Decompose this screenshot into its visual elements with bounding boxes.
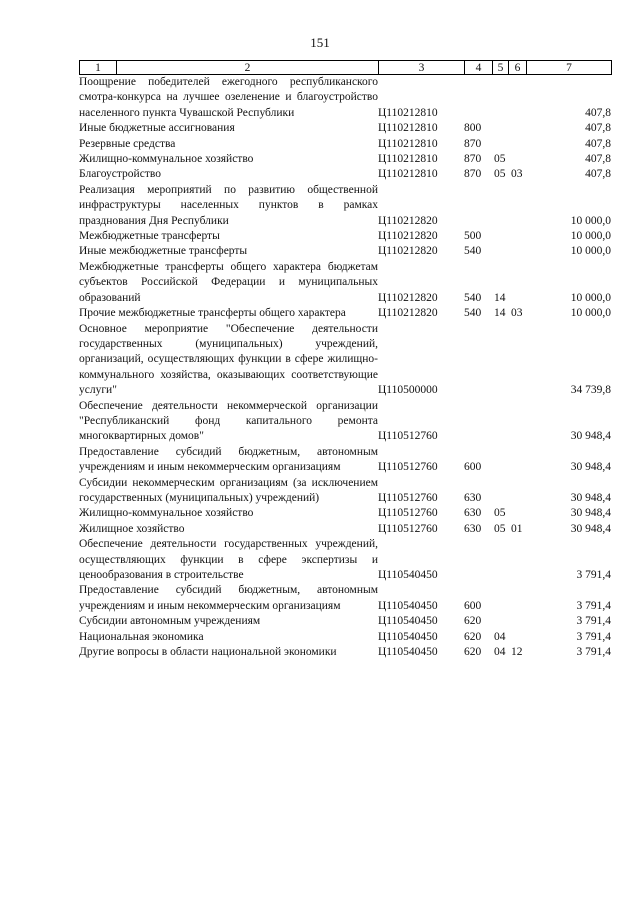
row-expense-type: 870 [464, 137, 482, 150]
table-row [79, 183, 611, 229]
row-expense-type: 600 [464, 461, 482, 474]
row-name: Жилищно-коммунальное хозяйство [79, 153, 254, 166]
row-subsection [511, 537, 530, 583]
table-row [79, 244, 611, 259]
table-row [79, 630, 611, 645]
header-col-4: 4 [465, 61, 493, 75]
table-row [79, 445, 611, 476]
row-amount: 407,8 [585, 106, 611, 119]
table-row [79, 537, 611, 583]
row-section: 14 [494, 307, 506, 320]
row-expense-type [464, 183, 494, 229]
row-name: Другие вопросы в области национальной экономики [79, 646, 337, 659]
row-expense-type [464, 537, 494, 583]
row-subsection [511, 614, 530, 629]
row-subsection [511, 183, 530, 229]
row-expense-type: 620 [464, 615, 482, 628]
row-name: Жилищное хозяйство [79, 522, 185, 535]
row-section: 14 [494, 291, 506, 304]
row-code: Ц110212810 [378, 122, 438, 135]
row-expense-type: 620 [464, 646, 482, 659]
row-name: Прочие межбюджетные трансферты общего характера [79, 307, 346, 320]
row-amount: 10 000,0 [570, 291, 611, 304]
table-row [79, 121, 611, 136]
table-row [79, 506, 611, 521]
row-section [494, 75, 511, 121]
table-row [79, 137, 611, 152]
table-row [79, 476, 611, 507]
row-subsection: 12 [511, 646, 523, 659]
header-col-1: 1 [80, 61, 117, 75]
row-code: Ц110540450 [378, 630, 438, 643]
row-name: Межбюджетные трансферты [79, 230, 220, 243]
row-amount: 3 791,4 [576, 646, 611, 659]
row-subsection [511, 445, 530, 476]
row-section [494, 137, 511, 152]
row-expense-type: 500 [464, 230, 482, 243]
row-expense-type [464, 75, 494, 121]
budget-table [79, 75, 611, 660]
row-section: 05 [494, 507, 506, 520]
row-section: 05 [494, 522, 506, 535]
row-code: Ц110512760 [378, 461, 438, 474]
column-header [79, 60, 612, 75]
column-header-row [80, 61, 612, 75]
row-code: Ц110540450 [378, 615, 438, 628]
header-col-2: 2 [117, 61, 379, 75]
row-section: 04 [494, 630, 506, 643]
row-section [494, 476, 511, 507]
row-amount: 3 791,4 [576, 599, 611, 612]
header-col-3: 3 [379, 61, 465, 75]
row-amount: 10 000,0 [570, 307, 611, 320]
row-name: Предоставление субсидий бюджетным, автономным учреждениям и иным некоммерческим организациям [79, 445, 378, 474]
row-code: Ц110212820 [378, 291, 438, 304]
table-row [79, 645, 611, 660]
table-row [79, 522, 611, 537]
row-subsection [511, 244, 530, 259]
row-section [494, 244, 511, 259]
row-expense-type: 630 [464, 522, 482, 535]
row-subsection: 03 [511, 168, 523, 181]
page-number: 151 [310, 35, 330, 50]
row-code: Ц110540450 [378, 646, 438, 659]
row-code: Ц110512760 [378, 507, 438, 520]
row-code: Ц110212810 [378, 153, 438, 166]
row-name: Субсидии автономным учреждениям [79, 615, 261, 628]
row-subsection: 01 [511, 522, 523, 535]
row-code: Ц110212820 [378, 307, 438, 320]
row-expense-type [464, 322, 494, 399]
row-amount: 10 000,0 [570, 214, 611, 227]
row-section [494, 121, 511, 136]
row-section [494, 322, 511, 399]
row-name: Предоставление субсидий бюджетным, автономным учреждениям и иным некоммерческим организациям [79, 584, 378, 612]
row-amount: 30 948,4 [570, 522, 611, 535]
row-subsection [511, 260, 530, 306]
row-section [494, 399, 511, 445]
table-row [79, 152, 611, 167]
row-expense-type: 540 [464, 307, 482, 320]
row-subsection [511, 476, 530, 507]
table-row [79, 322, 611, 399]
row-subsection [511, 583, 530, 614]
table-row [79, 399, 611, 445]
row-section [494, 583, 511, 614]
row-name: Реализация мероприятий по развитию общественной инфраструктуры населенных пунктов в рамках празднования Дня Республики [79, 183, 378, 227]
row-expense-type: 540 [464, 245, 482, 258]
row-name: Благоустройство [79, 168, 161, 181]
table-row [79, 614, 611, 629]
row-section: 05 [494, 168, 506, 181]
row-expense-type [464, 399, 494, 445]
row-subsection [511, 152, 530, 167]
row-section [494, 183, 511, 229]
row-section [494, 445, 511, 476]
row-name: Жилищно-коммунальное хозяйство [79, 507, 254, 520]
row-section: 05 [494, 153, 506, 166]
row-expense-type: 620 [464, 630, 482, 643]
row-code: Ц110512760 [378, 522, 438, 535]
row-code: Ц110512760 [378, 491, 438, 504]
row-expense-type: 870 [464, 153, 482, 166]
row-amount: 3 791,4 [576, 630, 611, 643]
row-code: Ц110212820 [378, 214, 438, 227]
header-col-7: 7 [527, 61, 612, 75]
row-section [494, 614, 511, 629]
row-code: Ц110212810 [378, 106, 438, 119]
row-amount: 3 791,4 [576, 569, 611, 581]
row-code: Ц110500000 [378, 384, 438, 397]
row-subsection [511, 399, 530, 445]
row-section [494, 537, 511, 583]
row-subsection: 03 [511, 307, 523, 320]
row-expense-type: 870 [464, 168, 482, 181]
row-subsection [511, 75, 530, 121]
row-expense-type: 600 [464, 599, 482, 612]
row-name: Субсидии некоммерческим организациям (за исключением государственных (муниципальных) учреждений) [79, 476, 378, 504]
row-subsection [511, 322, 530, 399]
row-name: Обеспечение деятельности некоммерческой организации "Республиканский фонд капитального ремонта многоквартирных домов" [79, 399, 378, 443]
row-name: Иные бюджетные ассигнования [79, 122, 235, 135]
row-section: 04 [494, 646, 506, 659]
row-subsection [511, 630, 530, 645]
row-amount: 30 948,4 [570, 461, 611, 474]
row-name: Иные межбюджетные трансферты [79, 245, 248, 258]
row-name: Резервные средства [79, 137, 176, 150]
row-amount: 407,8 [585, 122, 611, 135]
row-amount: 10 000,0 [570, 230, 611, 243]
row-name: Основное мероприятие "Обеспечение деятельности государственных (муниципальных) учреждений, организаций, осуществляющих функции в сфере жилищно-коммунального хозяйства, оказывающих соответствующие услуги" [79, 322, 378, 397]
row-amount: 34 739,8 [570, 384, 611, 397]
row-amount: 30 948,4 [570, 430, 611, 443]
table-row [79, 229, 611, 244]
row-amount: 30 948,4 [570, 507, 611, 520]
table-row [79, 167, 611, 182]
row-subsection [511, 506, 530, 521]
row-expense-type: 630 [464, 507, 482, 520]
row-amount: 3 791,4 [576, 615, 611, 628]
table-row [79, 306, 611, 321]
row-name: Национальная экономика [79, 630, 204, 643]
row-code: Ц110212810 [378, 137, 438, 150]
row-subsection [511, 137, 530, 152]
table-row [79, 75, 611, 121]
header-col-5: 5 [493, 61, 509, 75]
row-expense-type: 800 [464, 122, 482, 135]
row-name: Поощрение победителей ежегодного республиканского смотра-конкурса на лучшее озеленение и благоустройство населенного пункта Чувашской Республики [79, 76, 378, 119]
row-expense-type: 540 [464, 291, 482, 304]
row-amount: 30 948,4 [570, 491, 611, 504]
row-expense-type: 630 [464, 491, 482, 504]
row-code: Ц110512760 [378, 430, 438, 443]
row-name: Межбюджетные трансферты общего характера бюджетам субъектов Российской Федерации и муниципальных образований [79, 260, 378, 304]
row-subsection [511, 121, 530, 136]
row-amount: 407,8 [585, 137, 611, 150]
row-amount: 407,8 [585, 168, 611, 181]
header-col-6: 6 [509, 61, 527, 75]
row-code: Ц110212820 [378, 245, 438, 258]
row-code: Ц110540450 [378, 569, 438, 581]
table-row [79, 260, 611, 306]
budget-table-body [79, 75, 611, 660]
row-amount: 10 000,0 [570, 245, 611, 258]
row-subsection [511, 229, 530, 244]
row-code: Ц110212820 [378, 230, 438, 243]
row-code: Ц110540450 [378, 599, 438, 612]
row-amount: 407,8 [585, 153, 611, 166]
row-name: Обеспечение деятельности государственных учреждений, осуществляющих функции в сфере экспертизы и ценообразования в строительстве [79, 538, 378, 581]
table-row [79, 583, 611, 614]
row-section [494, 229, 511, 244]
row-code: Ц110212810 [378, 168, 438, 181]
